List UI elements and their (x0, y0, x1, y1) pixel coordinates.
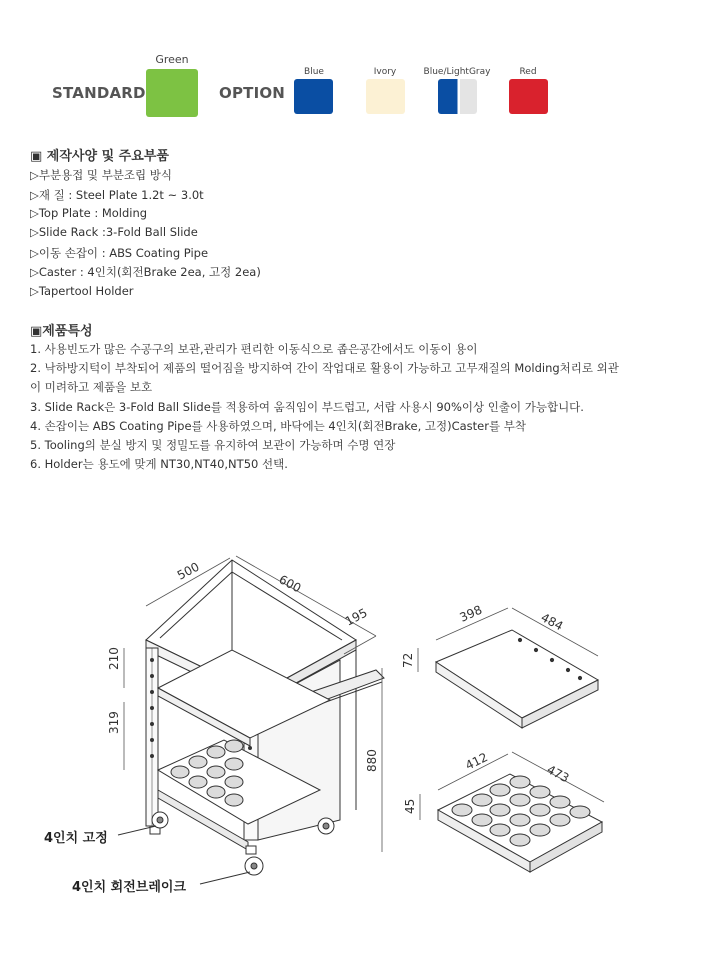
callout-fixed-caster: 4인치 고정 (44, 831, 108, 846)
feature-item: 3. Slide Rack은 3-Fold Ball Slide를 적용하여 움직임이 부드럽고, 서랍 사용시 90%이상 인출이 가능합니다. (30, 400, 584, 414)
dim-600: 600 (276, 572, 304, 596)
feature-item: 2. 낙하방지턱이 부착되어 제품의 떨어짐을 방지하여 간이 작업대로 활용이 가능하고 고무재질의 Molding처리로 외관 (30, 361, 619, 375)
swatch-name-red: Red (519, 67, 537, 77)
dim-195: 195 (342, 605, 370, 629)
dim-210: 210 (107, 647, 121, 670)
dim-45: 45 (403, 798, 417, 814)
dim-880: 880 (365, 749, 379, 772)
feature-item: 1. 사용빈도가 많은 수공구의 보관,관리가 편리한 이동식으로 좁은공간에서도 이동이 용이 (30, 342, 478, 356)
cart-technical-drawing (0, 540, 709, 963)
swatch-name-blue-lightgray: Blue/LightGray (423, 67, 491, 77)
spec-item: ▷부분용접 및 부분조립 방식 (30, 168, 173, 182)
dim-484: 484 (538, 610, 566, 634)
spec-item: ▷Top Plate : Molding (30, 206, 148, 220)
swatch-name-blue: Blue (304, 67, 324, 77)
swatch-red (509, 79, 548, 114)
feature-item: 이 미려하고 제품을 보호 (30, 380, 153, 394)
option-label: OPTION (219, 84, 286, 102)
features-title: ▣제품특성 (30, 324, 93, 339)
top-tray-drawing (436, 630, 598, 728)
feature-item: 4. 손잡이는 ABS Coating Pipe를 사용하였으며, 바닥에는 4인치(회전Brake, 고정)Caster를 부착 (30, 419, 526, 433)
spec-item: ▷Tapertool Holder (30, 284, 134, 298)
swatch-name-green: Green (155, 53, 189, 66)
dim-319: 319 (107, 711, 121, 734)
standard-label: STANDARD (52, 84, 146, 102)
callout-brake-caster: 4인치 회전브레이크 (72, 880, 187, 895)
dim-473: 473 (544, 762, 572, 786)
dim-412: 412 (463, 750, 490, 773)
dim-398: 398 (457, 602, 485, 625)
swatch-ivory (366, 79, 405, 114)
swatch-blue-lightgray (438, 79, 477, 114)
holder-tray-drawing (438, 774, 602, 872)
feature-item: 6. Holder는 용도에 맞게 NT30,NT40,NT50 선택. (30, 457, 288, 471)
spec-item: ▷Caster : 4인치(회전Brake 2ea, 고정 2ea) (30, 265, 261, 279)
dim-72: 72 (401, 652, 415, 668)
spec-item: ▷Slide Rack :3-Fold Ball Slide (30, 225, 198, 239)
feature-item: 5. Tooling의 분실 방지 및 정밀도를 유지하여 보관이 가능하며 수명 연장 (30, 438, 396, 452)
specs-title: ▣ 제작사양 및 주요부품 (30, 149, 169, 164)
dim-500: 500 (174, 559, 202, 583)
spec-item: ▷재 질 : Steel Plate 1.2t ~ 3.0t (30, 188, 204, 202)
cart-drawing (146, 560, 384, 875)
swatch-name-ivory: Ivory (373, 67, 397, 77)
swatch-green (146, 69, 198, 117)
swatch-blue (294, 79, 333, 114)
spec-item: ▷이동 손잡이 : ABS Coating Pipe (30, 246, 209, 260)
